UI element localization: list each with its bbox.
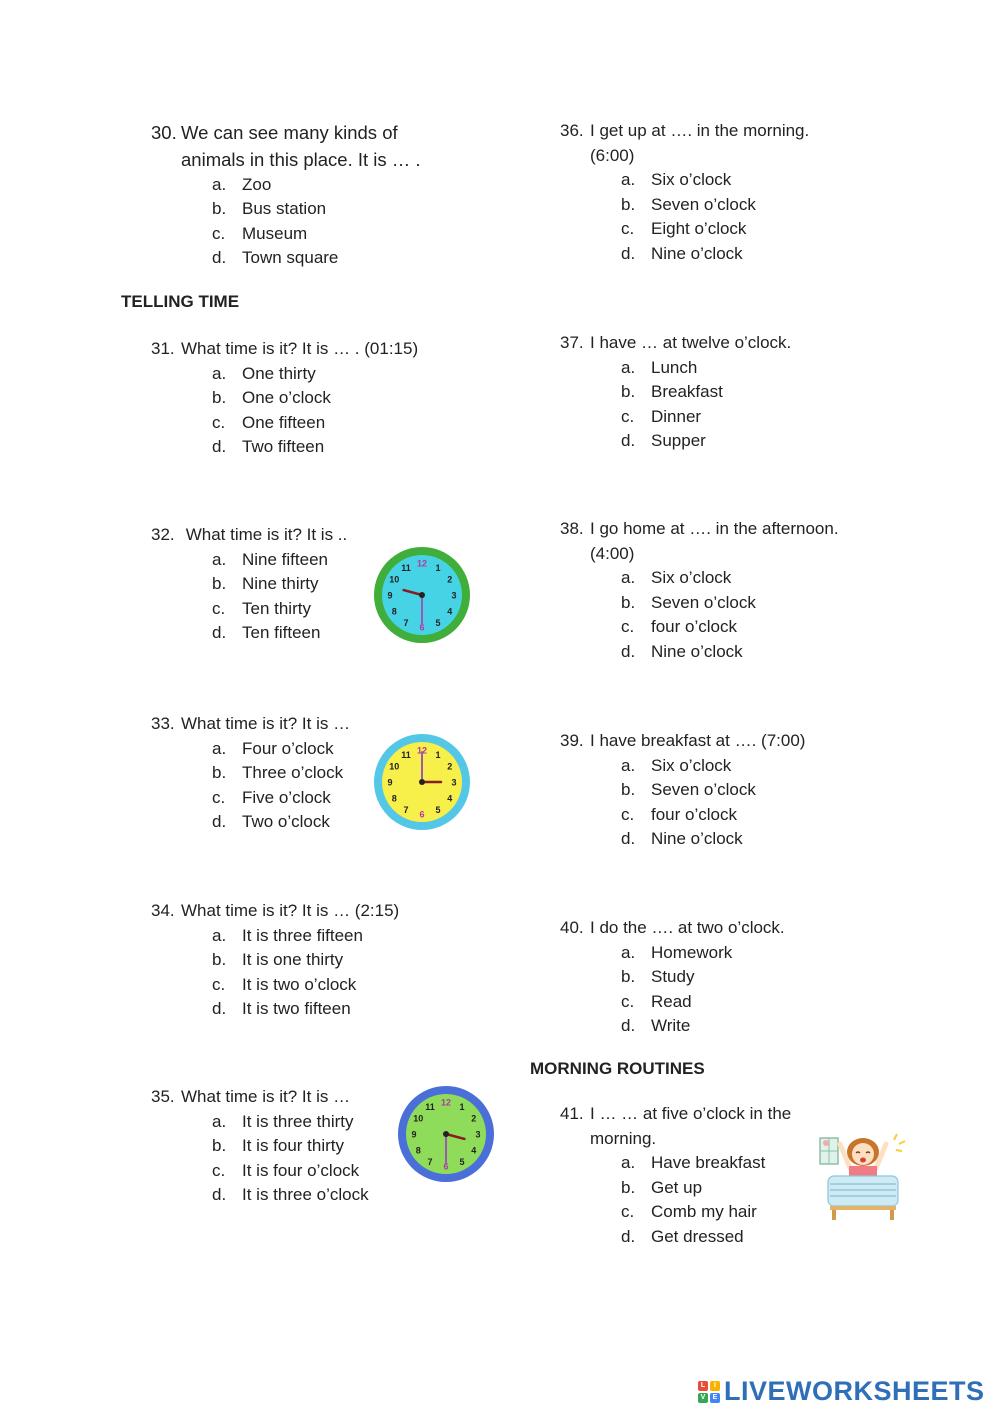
option-c[interactable]: c. One fifteen bbox=[212, 412, 326, 432]
option-b[interactable]: b. Bus station bbox=[212, 199, 327, 218]
options-list bbox=[151, 924, 399, 1022]
clock-number: 2 bbox=[447, 761, 453, 772]
question-38 bbox=[560, 517, 839, 664]
options-list bbox=[151, 173, 421, 271]
clock-number: 9 bbox=[387, 777, 393, 788]
question-34 bbox=[151, 899, 399, 1022]
logo-blocks: L I V E bbox=[698, 1381, 720, 1403]
clock-number: 10 bbox=[389, 574, 400, 585]
clock-number: 3 bbox=[451, 777, 457, 788]
question-number: 32. bbox=[151, 525, 175, 544]
option-c[interactable]: c. Ten thirty bbox=[212, 598, 311, 618]
clock-number: 6 bbox=[419, 809, 425, 820]
option-c[interactable]: c. Dinner bbox=[621, 406, 702, 426]
question-number: 31. bbox=[151, 339, 175, 358]
option-d[interactable]: d. Write bbox=[621, 1016, 691, 1035]
clock-number: 2 bbox=[447, 574, 453, 585]
clock-number: 4 bbox=[447, 606, 453, 617]
option-d[interactable]: d. Town square bbox=[212, 248, 339, 267]
girl-waking-up-icon bbox=[816, 1132, 908, 1222]
question-stem: What time is it? It is … bbox=[181, 1087, 351, 1106]
question-number: 36. bbox=[560, 121, 584, 140]
question-stem: I … … at five o’clock in the bbox=[590, 1104, 792, 1123]
option-d[interactable]: d. Nine o’clock bbox=[621, 641, 743, 661]
question-stem-continued: animals in this place. It is … . bbox=[181, 148, 421, 170]
clock-number: 8 bbox=[391, 606, 397, 617]
option-c[interactable]: c. It is two o’clock bbox=[212, 974, 357, 994]
clock-number: 4 bbox=[471, 1145, 477, 1156]
option-b[interactable]: b. Breakfast bbox=[621, 382, 723, 401]
question-stem: I do the …. at two o’clock. bbox=[590, 918, 785, 937]
clock-number: 12 bbox=[440, 1097, 452, 1108]
option-c[interactable]: c. Eight o’clock bbox=[621, 219, 747, 238]
clock-number: 6 bbox=[443, 1161, 449, 1172]
question-number: 30. bbox=[151, 122, 177, 143]
option-a[interactable]: a. Six o’clock bbox=[621, 568, 732, 587]
question-stem: What time is it? It is .. bbox=[181, 525, 348, 544]
question-36 bbox=[560, 119, 809, 266]
option-d[interactable]: d. Nine o’clock bbox=[621, 243, 743, 263]
option-b[interactable]: b. It is one thirty bbox=[212, 950, 344, 969]
options-list bbox=[151, 737, 350, 835]
clock-number: 1 bbox=[435, 562, 441, 573]
option-b[interactable]: b. Three o’clock bbox=[212, 763, 344, 782]
question-41 bbox=[560, 1102, 791, 1249]
option-d[interactable]: d. It is two fifteen bbox=[212, 999, 351, 1018]
question-31 bbox=[151, 337, 418, 460]
question-37 bbox=[560, 331, 791, 454]
question-stem: What time is it? It is … (2:15) bbox=[181, 901, 400, 920]
option-d[interactable]: d. Get dressed bbox=[621, 1226, 744, 1246]
clock-number: 5 bbox=[435, 618, 441, 629]
question-stem-continued: (6:00) bbox=[590, 145, 635, 165]
question-stem: What time is it? It is … . (01:15) bbox=[181, 339, 419, 358]
option-a[interactable]: a. One thirty bbox=[212, 363, 316, 383]
option-a[interactable]: a. Four o’clock bbox=[212, 738, 334, 758]
option-d[interactable]: d. Nine o’clock bbox=[621, 829, 743, 848]
question-35 bbox=[151, 1085, 369, 1208]
clock-center bbox=[419, 592, 425, 598]
options-list bbox=[560, 941, 785, 1039]
option-b[interactable]: b. Seven o’clock bbox=[621, 194, 756, 214]
clock-number: 1 bbox=[459, 1101, 465, 1112]
option-c[interactable]: c. Read bbox=[621, 991, 692, 1011]
question-number: 39. bbox=[560, 731, 584, 750]
option-d[interactable]: d. It is three o’clock bbox=[212, 1185, 369, 1204]
option-b[interactable]: b. Study bbox=[621, 967, 695, 986]
clock-number: 2 bbox=[471, 1113, 477, 1124]
option-a[interactable]: a. It is three thirty bbox=[212, 1111, 354, 1131]
option-c[interactable]: c. It is four o’clock bbox=[212, 1160, 360, 1180]
option-b[interactable]: b. Seven o’clock bbox=[621, 592, 756, 612]
option-d[interactable]: d. Two o’clock bbox=[212, 812, 330, 831]
clock-number: 12 bbox=[416, 558, 428, 569]
options-list bbox=[151, 1110, 369, 1208]
question-39 bbox=[560, 729, 805, 852]
heading-telling-time: TELLING TIME bbox=[121, 292, 240, 311]
question-40 bbox=[560, 916, 785, 1039]
option-d[interactable]: d. Supper bbox=[621, 431, 706, 450]
option-a[interactable]: a. Nine fifteen bbox=[212, 549, 328, 569]
clock-icon bbox=[372, 732, 472, 832]
options-list bbox=[560, 1151, 791, 1249]
clock-number: 10 bbox=[413, 1113, 424, 1124]
clock-icon bbox=[372, 545, 472, 645]
option-b[interactable]: b. One o’clock bbox=[212, 388, 331, 407]
clock-icon bbox=[396, 1084, 496, 1184]
options-list bbox=[151, 548, 347, 646]
option-a[interactable]: a. It is three fifteen bbox=[212, 925, 363, 945]
question-32 bbox=[151, 523, 347, 646]
clock-number: 11 bbox=[401, 749, 411, 760]
clock-number: 4 bbox=[447, 793, 453, 804]
options-list bbox=[560, 168, 809, 266]
option-c[interactable]: c. Five o’clock bbox=[212, 787, 331, 807]
option-a[interactable]: a. Six o’clock bbox=[621, 755, 732, 775]
options-list bbox=[151, 362, 418, 460]
option-a[interactable]: a. Lunch bbox=[621, 357, 698, 377]
clock-number: 3 bbox=[475, 1129, 481, 1140]
question-number: 33. bbox=[151, 714, 175, 733]
option-a[interactable]: a. Homework bbox=[621, 942, 733, 962]
option-c[interactable]: c. Comb my hair bbox=[621, 1202, 757, 1221]
option-d[interactable]: d. Ten fifteen bbox=[212, 623, 321, 642]
clock-number: 8 bbox=[391, 793, 397, 804]
clock-number: 10 bbox=[389, 761, 400, 772]
clock-number: 5 bbox=[459, 1157, 465, 1168]
liveworksheets-logo bbox=[698, 1376, 985, 1407]
option-c[interactable]: c. four o’clock bbox=[621, 617, 737, 636]
clock-center bbox=[443, 1131, 449, 1137]
option-c[interactable]: c. Museum bbox=[212, 223, 308, 243]
question-number: 34. bbox=[151, 901, 175, 920]
question-stem: What time is it? It is … bbox=[181, 714, 351, 733]
clock-number: 5 bbox=[435, 805, 441, 816]
question-stem: I have breakfast at …. (7:00) bbox=[590, 731, 806, 750]
question-number: 38. bbox=[560, 519, 584, 538]
question-stem: We can see many kinds of bbox=[181, 122, 398, 143]
clock-number: 3 bbox=[451, 590, 457, 601]
clock-number: 12 bbox=[416, 745, 428, 756]
options-list bbox=[560, 566, 839, 664]
clock-number: 11 bbox=[401, 562, 411, 573]
options-list bbox=[560, 754, 805, 852]
option-a[interactable]: a. Have breakfast bbox=[621, 1153, 766, 1172]
question-33 bbox=[151, 712, 350, 835]
brand-name: LIVEWORKSHEETS bbox=[724, 1376, 985, 1406]
option-c[interactable]: c. four o’clock bbox=[621, 804, 737, 824]
option-a[interactable]: a. Zoo bbox=[212, 174, 272, 194]
clock-number: 7 bbox=[427, 1157, 433, 1168]
option-d[interactable]: d. Two fifteen bbox=[212, 437, 325, 456]
clock-number: 8 bbox=[415, 1145, 421, 1156]
question-number: 40. bbox=[560, 918, 584, 937]
option-b[interactable]: b. Seven o’clock bbox=[621, 780, 756, 799]
question-stem: I go home at …. in the afternoon. bbox=[590, 519, 839, 538]
clock-number: 1 bbox=[435, 749, 441, 760]
question-stem: I have … at twelve o’clock. bbox=[590, 333, 792, 352]
option-b[interactable]: b. Nine thirty bbox=[212, 574, 319, 593]
option-a[interactable]: a. Six o’clock bbox=[621, 170, 732, 189]
clock-number: 11 bbox=[425, 1101, 435, 1112]
question-30 bbox=[151, 121, 421, 271]
options-list bbox=[560, 356, 791, 454]
question-stem: I get up at …. in the morning. bbox=[590, 121, 810, 140]
clock-number: 7 bbox=[403, 618, 409, 629]
question-number: 41. bbox=[560, 1104, 584, 1123]
clock-number: 7 bbox=[403, 805, 409, 816]
question-number: 35. bbox=[151, 1087, 175, 1106]
clock-number: 6 bbox=[419, 622, 425, 633]
clock-number: 9 bbox=[411, 1129, 417, 1140]
question-stem-continued: morning. bbox=[590, 1128, 657, 1148]
clock-number: 9 bbox=[387, 590, 393, 601]
question-stem-continued: (4:00) bbox=[590, 543, 635, 563]
option-b[interactable]: b. It is four thirty bbox=[212, 1136, 345, 1155]
heading-morning-routines: MORNING ROUTINES bbox=[530, 1059, 705, 1078]
option-b[interactable]: b. Get up bbox=[621, 1177, 703, 1197]
clock-center bbox=[419, 779, 425, 785]
question-number: 37. bbox=[560, 333, 584, 352]
